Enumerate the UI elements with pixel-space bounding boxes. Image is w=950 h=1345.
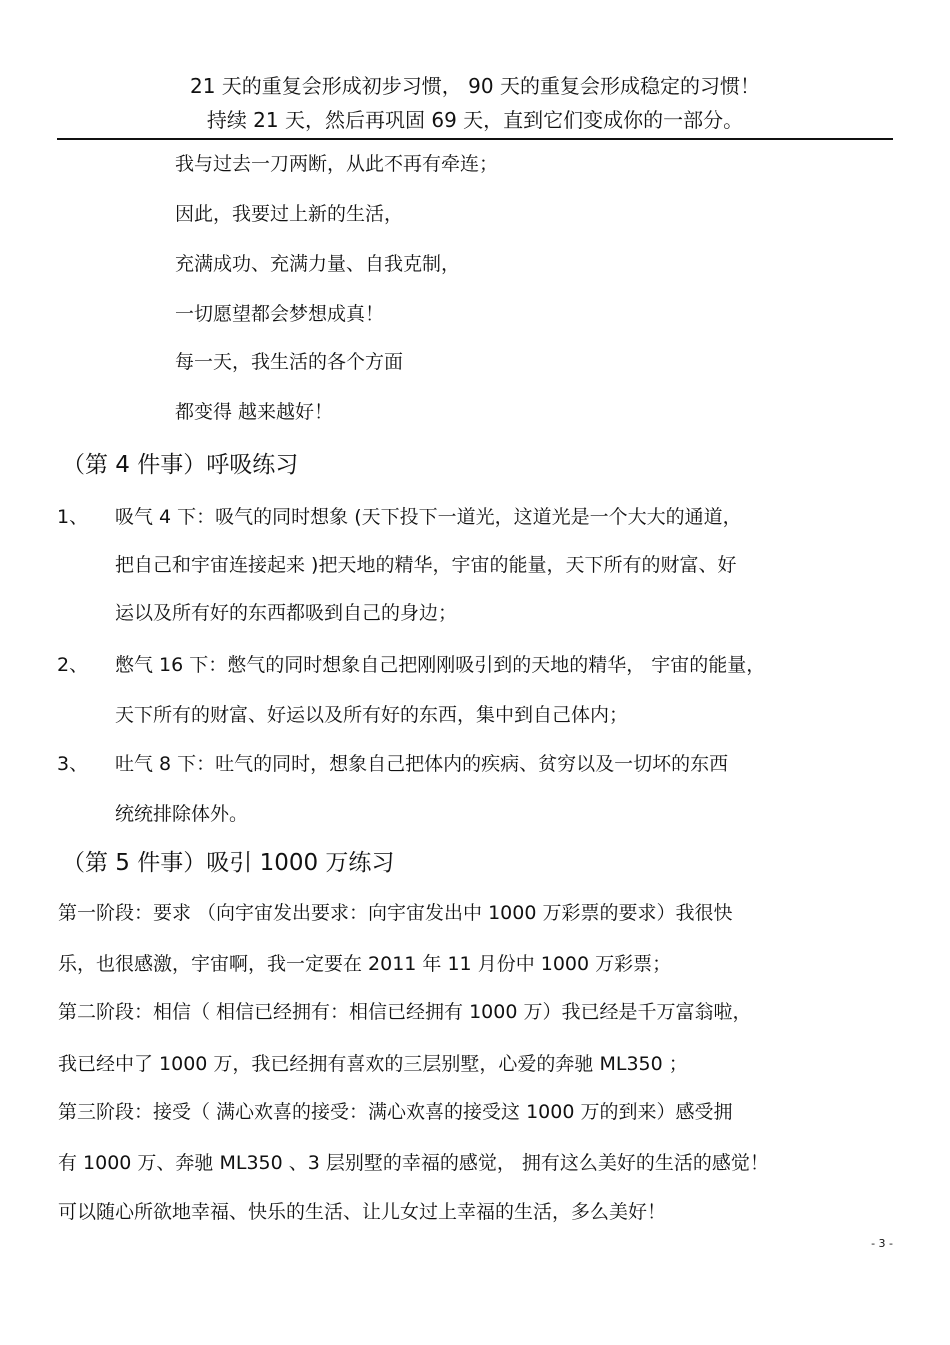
page-number: - 3 - — [871, 1237, 893, 1250]
affirmation-line: 我与过去一刀两断，从此不再有牵连； — [175, 153, 499, 175]
affirmation-line: 因此，我要过上新的生活， — [175, 203, 404, 225]
item-line: 运以及所有好的东西都吸到自己的身边； — [115, 602, 458, 624]
item-number: 1、 — [57, 506, 89, 528]
stage-line: 乐，也很感激，宇宙啊，我一定要在 2011 年 11 月份中 1000 万彩票； — [58, 953, 672, 975]
section-5-title: （第 5 件事）吸引 1000 万练习 — [62, 850, 395, 876]
item-line: 吐气 8 下：吐气的同时，想象自己把体内的疾病、贫穷以及一切坏的东西 — [115, 753, 729, 775]
item-number: 2、 — [57, 654, 89, 676]
item-line: 天下所有的财富、好运以及所有好的东西，集中到自己体内； — [115, 704, 629, 726]
stage-line: 第三阶段：接受（ 满心欢喜的接受：满心欢喜的接受这 1000 万的到来）感受拥 — [58, 1101, 733, 1123]
affirmation-line: 都变得 越来越好！ — [175, 401, 334, 423]
header-line-1: 21 天的重复会形成初步习惯， 90 天的重复会形成稳定的习惯！ — [190, 74, 760, 98]
stage-line: 第一阶段：要求 （向宇宙发出要求：向宇宙发出中 1000 万彩票的要求）我很快 — [58, 902, 733, 924]
header-divider — [57, 138, 893, 140]
affirmation-line: 每一天，我生活的各个方面 — [175, 351, 404, 373]
item-number: 3、 — [57, 753, 89, 775]
item-line: 统统排除体外。 — [115, 803, 249, 825]
stage-line: 可以随心所欲地幸福、快乐的生活、让儿女过上幸福的生活，多么美好！ — [58, 1201, 667, 1223]
stage-line: 第二阶段：相信（ 相信已经拥有：相信已经拥有 1000 万）我已经是千万富翁啦， — [58, 1001, 752, 1023]
item-line: 憋气 16 下：憋气的同时想象自己把刚刚吸引到的天地的精华， 宇宙的能量， — [115, 654, 766, 676]
affirmation-line: 充满成功、充满力量、自我克制， — [175, 253, 461, 275]
stage-line: 我已经中了 1000 万，我已经拥有喜欢的三层别墅，心爱的奔驰 ML350 ； — [58, 1053, 688, 1075]
affirmation-line: 一切愿望都会梦想成真！ — [175, 303, 385, 325]
stage-line: 有 1000 万、奔驰 ML350 、3 层别墅的幸福的感觉， 拥有这么美好的生活的感觉！ — [58, 1152, 769, 1174]
item-line: 吸气 4 下：吸气的同时想象 (天下投下一道光，这道光是一个大大的通道， — [115, 506, 742, 528]
section-4-title: （第 4 件事）呼吸练习 — [62, 452, 299, 478]
header-line-2: 持续 21 天，然后再巩固 69 天，直到它们变成你的一部分。 — [206, 108, 744, 132]
item-line: 把自己和宇宙连接起来 )把天地的精华，宇宙的能量，天下所有的财富、好 — [115, 554, 737, 576]
